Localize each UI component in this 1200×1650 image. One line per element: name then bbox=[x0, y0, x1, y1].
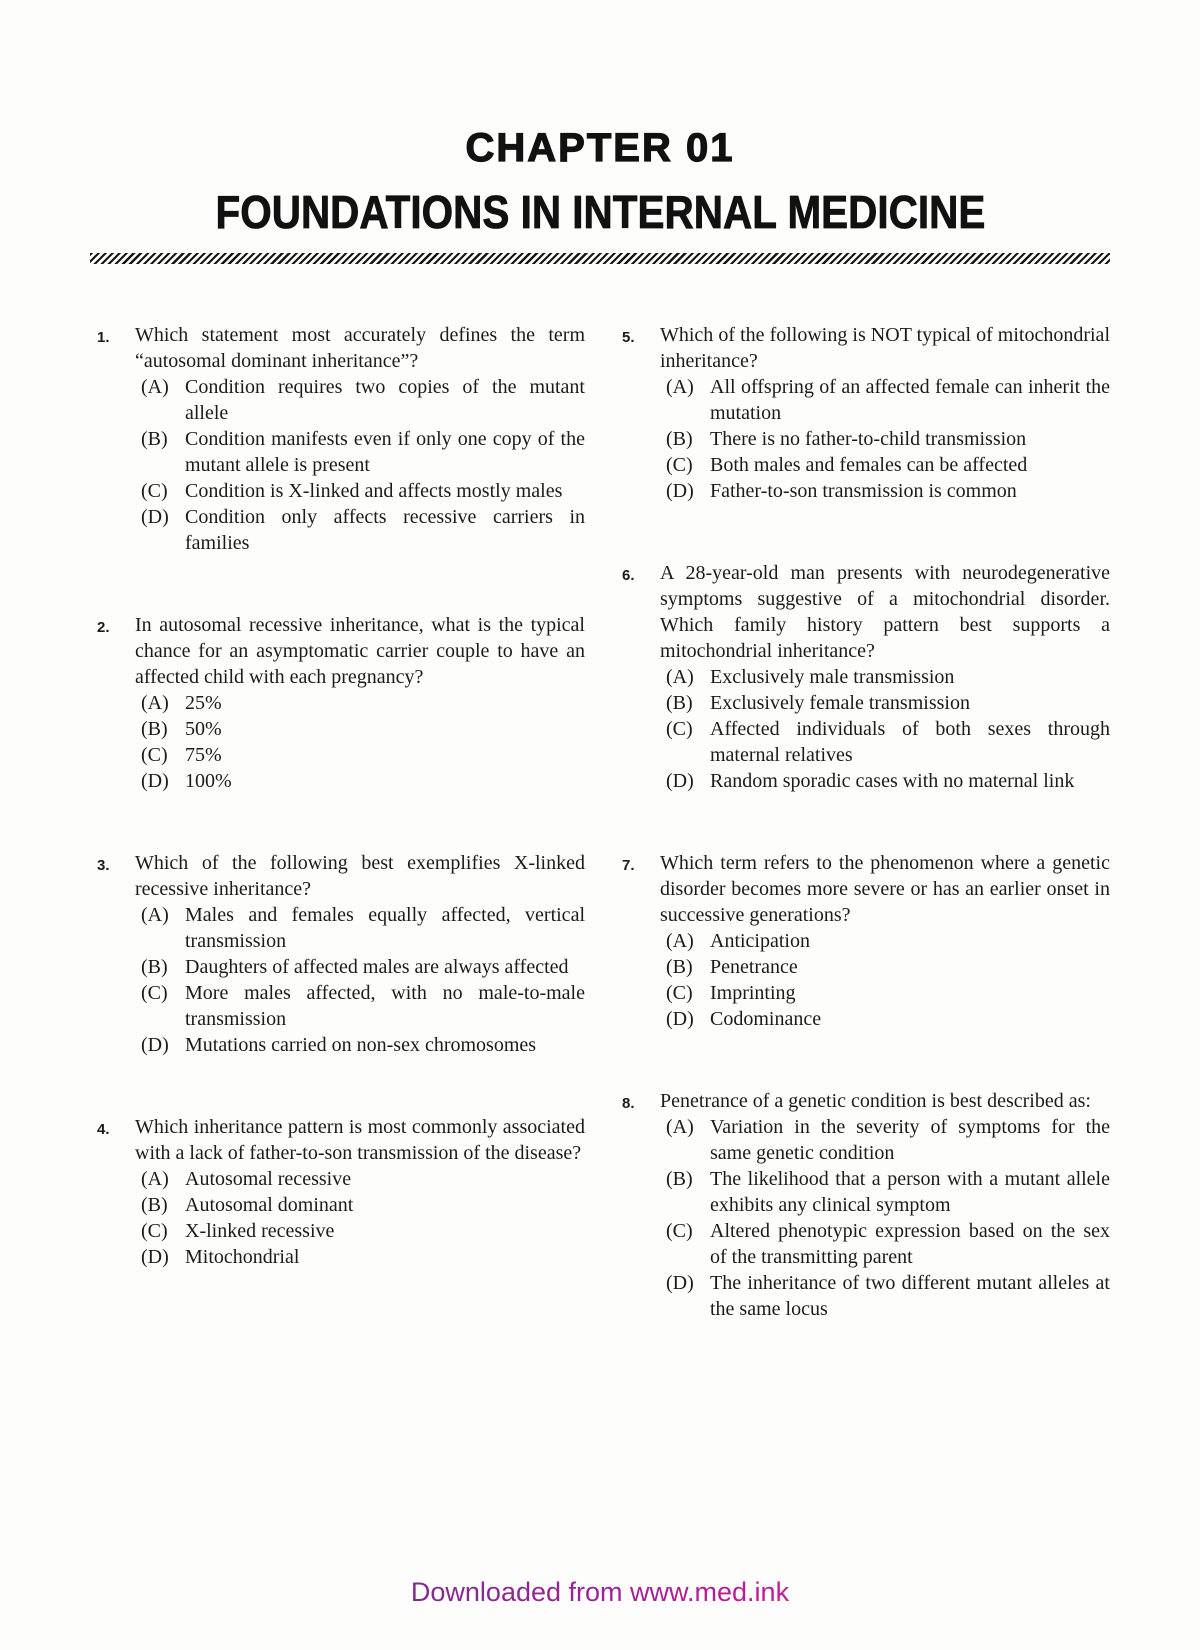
question-body bbox=[660, 1088, 1110, 1322]
option-b bbox=[660, 426, 1110, 452]
option-text: Males and females equally affected, vertical transmission bbox=[185, 904, 585, 952]
option-b bbox=[135, 954, 585, 980]
option-label: (C) bbox=[141, 982, 168, 1004]
option-label: (C) bbox=[141, 480, 168, 502]
option-label: (C) bbox=[666, 982, 693, 1004]
question-number: 1. bbox=[97, 329, 110, 346]
option-label: (D) bbox=[141, 506, 169, 528]
option-a bbox=[135, 374, 585, 426]
page-title-text: FOUNDATIONS IN INTERNAL MEDICINE bbox=[215, 186, 985, 238]
option-text: Codominance bbox=[710, 1008, 822, 1030]
option-text: Both males and females can be affected bbox=[710, 454, 1028, 476]
question-5 bbox=[615, 322, 1110, 504]
question-1 bbox=[90, 322, 585, 556]
option-c bbox=[135, 1218, 585, 1244]
option-d bbox=[135, 1244, 585, 1270]
option-label: (D) bbox=[141, 770, 169, 792]
option-text: 75% bbox=[185, 744, 222, 766]
question-text: Which term refers to the phenomenon where a genetic disorder becomes more severe or has an earlier onset in successive generations? bbox=[660, 852, 1110, 926]
option-label: (C) bbox=[666, 454, 693, 476]
option-text: Father-to-son transmission is common bbox=[710, 480, 1017, 502]
option-label: (D) bbox=[666, 770, 694, 792]
option-label: (B) bbox=[666, 956, 693, 978]
question-body bbox=[660, 850, 1110, 1032]
option-d bbox=[660, 768, 1110, 794]
option-text: Condition is X-linked and affects mostly males bbox=[185, 480, 563, 502]
option-c bbox=[135, 742, 585, 768]
question-text: Which inheritance pattern is most commonly associated with a lack of father-to-son transmission of the disease? bbox=[135, 1116, 585, 1164]
right-column bbox=[615, 322, 1110, 1378]
option-b bbox=[660, 690, 1110, 716]
option-d bbox=[660, 1006, 1110, 1032]
question-text: In autosomal recessive inheritance, what is the typical chance for an asymptomatic carrier couple to have an affected child with each pregnancy? bbox=[135, 614, 585, 688]
option-text: Anticipation bbox=[710, 930, 810, 952]
option-c bbox=[660, 980, 1110, 1006]
option-label: (A) bbox=[141, 904, 169, 926]
option-text: Mutations carried on non-sex chromosomes bbox=[185, 1034, 537, 1056]
option-a bbox=[135, 1166, 585, 1192]
option-text: The likelihood that a person with a mutant allele exhibits any clinical symptom bbox=[710, 1168, 1110, 1216]
option-text: Exclusively male transmission bbox=[710, 666, 955, 688]
page-title bbox=[90, 185, 1110, 239]
option-label: (B) bbox=[141, 428, 168, 450]
question-number: 5. bbox=[622, 329, 635, 346]
download-footer bbox=[0, 1577, 1200, 1608]
option-label: (C) bbox=[141, 744, 168, 766]
question-body bbox=[135, 1114, 585, 1270]
option-label: (B) bbox=[141, 718, 168, 740]
option-label: (B) bbox=[666, 1168, 693, 1190]
option-text: 25% bbox=[185, 692, 222, 714]
option-text: Autosomal recessive bbox=[185, 1168, 352, 1190]
option-text: Affected individuals of both sexes through maternal relatives bbox=[710, 718, 1110, 766]
option-label: (B) bbox=[666, 428, 693, 450]
option-label: (D) bbox=[666, 480, 694, 502]
question-body bbox=[660, 322, 1110, 504]
question-6 bbox=[615, 560, 1110, 794]
option-d bbox=[135, 504, 585, 556]
option-b bbox=[135, 716, 585, 742]
option-text: X-linked recessive bbox=[185, 1220, 335, 1242]
question-body bbox=[135, 850, 585, 1058]
question-text: Which statement most accurately defines the term “autosomal dominant inheritance”? bbox=[135, 324, 585, 372]
option-d bbox=[660, 1270, 1110, 1322]
option-a bbox=[135, 690, 585, 716]
option-label: (A) bbox=[666, 376, 694, 398]
option-label: (B) bbox=[141, 1194, 168, 1216]
page-content bbox=[90, 0, 1110, 1378]
option-a bbox=[660, 1114, 1110, 1166]
download-footer-text: Downloaded from www.med.ink bbox=[410, 1577, 790, 1607]
question-2 bbox=[90, 612, 585, 794]
question-body bbox=[135, 612, 585, 794]
option-label: (A) bbox=[141, 692, 169, 714]
option-text: Exclusively female transmission bbox=[710, 692, 970, 714]
option-b bbox=[135, 426, 585, 478]
hatched-divider bbox=[90, 253, 1110, 264]
option-c bbox=[660, 452, 1110, 478]
option-text: Random sporadic cases with no maternal link bbox=[710, 770, 1075, 792]
option-d bbox=[660, 478, 1110, 504]
question-body bbox=[135, 322, 585, 556]
chapter-heading: CHAPTER 01 bbox=[465, 126, 735, 170]
option-a bbox=[660, 664, 1110, 690]
option-a bbox=[660, 928, 1110, 954]
question-number: 4. bbox=[97, 1121, 110, 1138]
option-label: (C) bbox=[666, 718, 693, 740]
option-b bbox=[660, 954, 1110, 980]
question-text: Which of the following is NOT typical of mitochondrial inheritance? bbox=[660, 324, 1110, 372]
option-text: Mitochondrial bbox=[185, 1246, 300, 1268]
option-text: Variation in the severity of symptoms for the same genetic condition bbox=[710, 1116, 1110, 1164]
option-label: (A) bbox=[141, 1168, 169, 1190]
option-label: (A) bbox=[666, 666, 694, 688]
option-label: (A) bbox=[141, 376, 169, 398]
option-b bbox=[135, 1192, 585, 1218]
option-label: (D) bbox=[141, 1246, 169, 1268]
option-label: (A) bbox=[666, 1116, 694, 1138]
question-text: Penetrance of a genetic condition is best described as: bbox=[660, 1090, 1091, 1112]
option-c bbox=[660, 716, 1110, 768]
question-number: 7. bbox=[622, 857, 635, 874]
option-text: Condition requires two copies of the mutant allele bbox=[185, 376, 585, 424]
question-text: Which of the following best exemplifies X-linked recessive inheritance? bbox=[135, 852, 585, 900]
question-3 bbox=[90, 850, 585, 1058]
option-c bbox=[660, 1218, 1110, 1270]
option-label: (C) bbox=[141, 1220, 168, 1242]
left-column bbox=[90, 322, 585, 1378]
option-text: 100% bbox=[185, 770, 232, 792]
option-a bbox=[135, 902, 585, 954]
option-text: Penetrance bbox=[710, 956, 798, 978]
question-7 bbox=[615, 850, 1110, 1032]
option-label: (B) bbox=[666, 692, 693, 714]
option-label: (C) bbox=[666, 1220, 693, 1242]
option-b bbox=[660, 1166, 1110, 1218]
question-4 bbox=[90, 1114, 585, 1270]
question-number: 8. bbox=[622, 1095, 635, 1112]
option-text: The inheritance of two different mutant alleles at the same locus bbox=[710, 1272, 1110, 1320]
option-text: 50% bbox=[185, 718, 222, 740]
option-label: (D) bbox=[666, 1272, 694, 1294]
option-c bbox=[135, 980, 585, 1032]
question-number: 3. bbox=[97, 857, 110, 874]
option-text: Altered phenotypic expression based on the sex of the transmitting parent bbox=[710, 1220, 1110, 1268]
option-label: (A) bbox=[666, 930, 694, 952]
question-number: 2. bbox=[97, 619, 110, 636]
option-text: Condition manifests even if only one copy of the mutant allele is present bbox=[185, 428, 585, 476]
option-label: (D) bbox=[666, 1008, 694, 1030]
option-d bbox=[135, 1032, 585, 1058]
option-text: Daughters of affected males are always affected bbox=[185, 956, 569, 978]
option-text: All offspring of an affected female can inherit the mutation bbox=[710, 376, 1110, 424]
question-8 bbox=[615, 1088, 1110, 1322]
option-c bbox=[135, 478, 585, 504]
option-text: Condition only affects recessive carriers in families bbox=[185, 506, 585, 554]
option-label: (B) bbox=[141, 956, 168, 978]
option-d bbox=[135, 768, 585, 794]
option-text: There is no father-to-child transmission bbox=[710, 428, 1027, 450]
option-text: Autosomal dominant bbox=[185, 1194, 354, 1216]
question-number: 6. bbox=[622, 567, 635, 584]
option-text: Imprinting bbox=[710, 982, 796, 1004]
question-columns bbox=[90, 322, 1110, 1378]
option-a bbox=[660, 374, 1110, 426]
question-body bbox=[660, 560, 1110, 794]
question-text: A 28-year-old man presents with neurodegenerative symptoms suggestive of a mitochondrial disorder. Which family history pattern best supports a mitochondrial inheritance? bbox=[660, 562, 1110, 662]
option-text: More males affected, with no male-to-male transmission bbox=[185, 982, 585, 1030]
option-label: (D) bbox=[141, 1034, 169, 1056]
